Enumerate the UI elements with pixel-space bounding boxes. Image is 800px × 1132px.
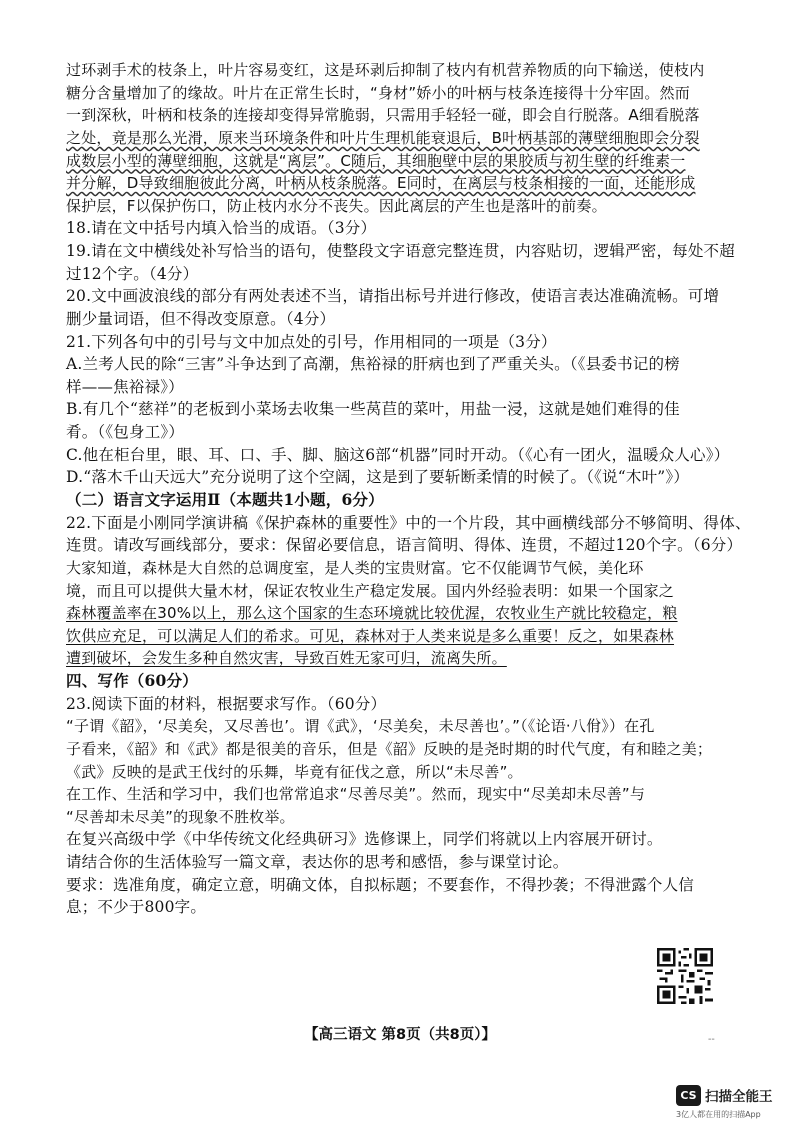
text-line: 过12个字。（4分） xyxy=(66,264,199,283)
text-line: 四、写作（60分） xyxy=(66,671,198,691)
text-line: 肴。（《包身工》） xyxy=(66,423,185,442)
text-line: （二）语言文字运用Ⅱ（本题共1小题，6分） xyxy=(66,490,384,509)
text-line: 删少量词语，但不得改变原意。（4分） xyxy=(66,309,336,328)
text-line: 23.阅读下面的材料，根据要求写作。（60分） xyxy=(66,694,387,713)
text-line: 成数层小型的薄壁细胞，这就是“离层”。C随后，其细胞壁中层的果胶质与初生壁的纤维素一 xyxy=(66,151,686,170)
qr-code xyxy=(657,948,713,1004)
text-line: 要求：选准角度，确定立意，明确文体，自拟标题；不要套作，不得抄袭；不得泄露个人信 xyxy=(66,875,695,894)
text-line: 样——焦裕禄》） xyxy=(66,377,184,396)
text-line: 森林覆盖率在30%以上，那么这个国家的生态环境就比较优渥，农牧业生产就比较稳定，粮 xyxy=(66,604,678,623)
text-line: A.兰考人民的除“三害”斗争达到了高潮，焦裕禄的肝病也到了严重关头。（《县委书记的榜 xyxy=(66,355,680,374)
text-line: 饮供应充足，可以满足人们的希求。可见，森林对于人类来说是多么重要！反之，如果森林 xyxy=(66,626,675,645)
text-line: 境，而且可以提供大量木材，保证农牧业生产稳定发展。国内外经验表明：如果一个国家之 xyxy=(66,581,675,600)
text-line: 连贯。请改写画线部分，要求：保留必要信息，语言简明、得体、连贯，不超过120个字。（6分） xyxy=(66,536,743,555)
scanner-watermark-tagline: 3亿人都在用的扫描App xyxy=(676,1110,761,1119)
text-line: 18.请在文中括号内填入恰当的成语。（3分） xyxy=(66,219,377,238)
text-line: 遭到破坏，会发生多种自然灾害，导致百姓无家可归，流离失所。 xyxy=(66,649,507,668)
text-line: 子看来，《韶》和《武》都是很美的音乐，但是《韶》反映的是尧时期的时代气度，有和睦之美； xyxy=(66,739,713,758)
text-line: B.有几个“慈祥”的老板到小菜场去收集一些莴苣的菜叶，用盐一浸，这就是她们难得的佳 xyxy=(66,400,680,419)
text-line: C.他在柜台里，眼、耳、口、手、脚、脑这6部“机器”同时开动。（《心有一团火，温暖众人心》） xyxy=(66,445,730,464)
text-line: “尽善却未尽美”的现象不胜枚举。 xyxy=(66,807,295,826)
text-line: “子谓《韶》，‘尽美矣，又尽善也’。谓《武》，‘尽美矣，未尽善也’。”（《论语·八佾》）在孔 xyxy=(66,717,655,736)
text-line: 息；不少于800字。 xyxy=(66,898,207,917)
page-footer: 【高三语文 第8页（共8页）】 xyxy=(304,1027,496,1043)
text-line: 22.下面是小刚同学演讲稿《保护森林的重要性》中的一个片段，其中画横线部分不够简明、得体、 xyxy=(66,513,751,532)
text-line: 21.下列各句中的引号与文中加点处的引号，作用相同的一项是（3分） xyxy=(66,332,557,351)
text-line: D.“落木千山天远大”充分说明了这个空阔，这是到了要斩断柔情的时候了。（《说“木叶”》） xyxy=(66,468,690,487)
text-line: 之处，竟是那么光滑，原来当环境条件和叶片生理机能衰退后，B叶柄基部的薄壁细胞即会分裂 xyxy=(66,128,700,147)
text-line: 19.请在文中横线处补写恰当的语句，使整段文字语意完整连贯，内容贴切，逻辑严密，每处不超 xyxy=(66,242,735,261)
text-line: 并分解，D导致细胞彼此分离，叶柄从枝条脱落。E同时，在离层与枝条相接的一面，还能形成 xyxy=(66,174,696,193)
text-line: 糖分含量增加了的缘故。叶片在正常生长时，“身材”娇小的叶柄与枝条连接得十分牢固。然而 xyxy=(66,83,690,102)
text-line: 20.文中画波浪线的部分有两处表述不当，请指出标号并进行修改，使语言表达准确流畅。可增 xyxy=(66,287,720,306)
text-line: 过环剥手术的枝条上，叶片容易变红，这是环剥后抑制了枝内有机营养物质的向下输送，使枝内 xyxy=(66,61,705,79)
text-line: 在工作、生活和学习中，我们也常常追求“尽善尽美”。然而，现实中“尽美却未尽善”与 xyxy=(66,785,646,804)
text-line: 保护层，F以保护伤口，防止枝内水分不丧失。因此离层的产生也是落叶的前奏。 xyxy=(66,196,607,215)
text-line: 在复兴高级中学《中华传统文化经典研习》选修课上，同学们将就以上内容展开研讨。 xyxy=(66,830,663,849)
scanner-watermark-name: 扫描全能王 xyxy=(705,1089,773,1105)
footer-dash: -- xyxy=(708,1034,715,1045)
text-line: 请结合你的生活体验写一篇文章，表达你的思考和感悟，参与课堂讨论。 xyxy=(66,853,569,872)
text-line: 一到深秋，叶柄和枝条的连接却变得异常脆弱，只需用手轻轻一碰，即会自行脱落。A细看脱落 xyxy=(66,106,700,125)
camscanner-logo-icon: CS xyxy=(676,1085,701,1106)
text-line: 《武》反映的是武王伐纣的乐舞，毕竟有征伐之意，所以“未尽善”。 xyxy=(66,762,523,781)
text-line: 大家知道，森林是大自然的总调度室，是人类的宝贵财富。它不仅能调节气候，美化环 xyxy=(66,558,644,577)
